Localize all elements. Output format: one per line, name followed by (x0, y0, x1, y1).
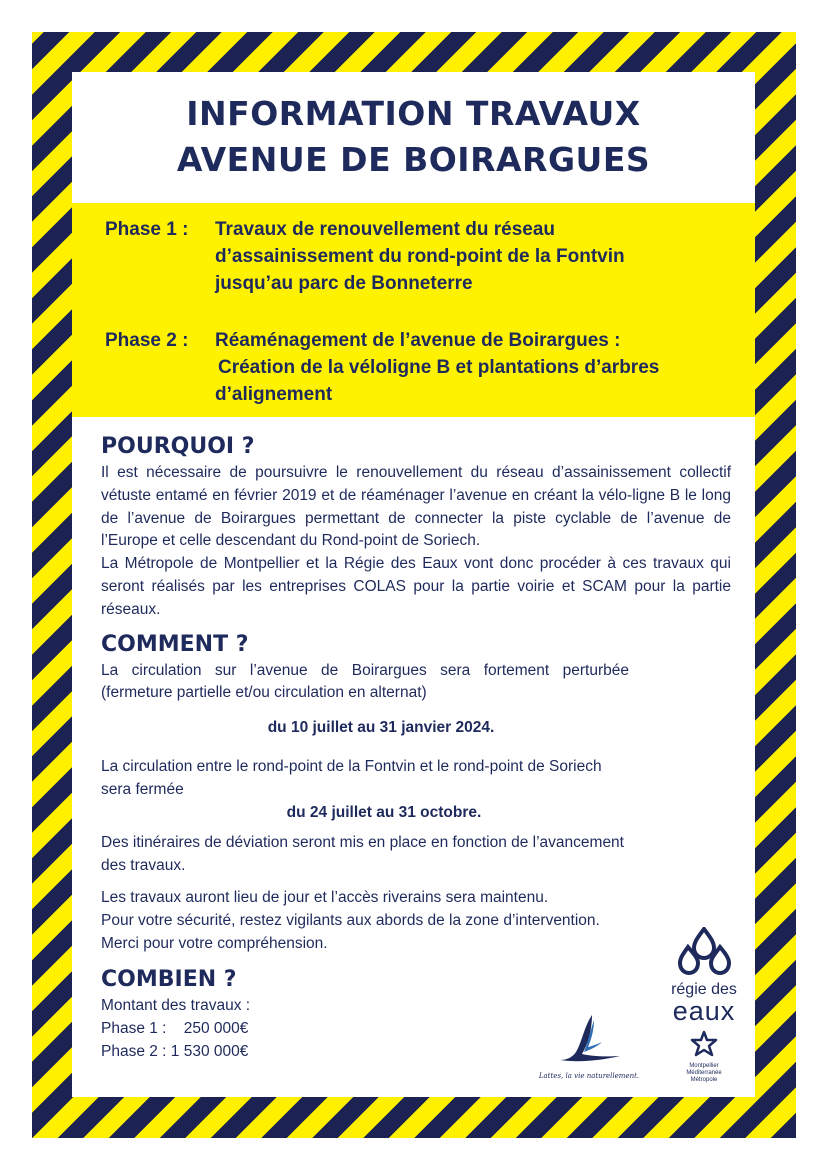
pourquoi-paragraph-1: Il est nécessaire de poursuivre le renouvellement du réseau d’assainissement collectif vétuste entamé en février 2019 et de réaménager l’avenue en créant la vélo-ligne B le long de l’avenue de Boirargues permettant de connecter la piste cyclable de l’avenue de l’Europe et celle descendant du Rond-point de Soriech. (101, 464, 731, 550)
phase-1-label: Phase 1 : (105, 219, 189, 240)
pourquoi-paragraph-2: La Métropole de Montpellier et la Régie des Eaux vont donc procéder à ces travaux qui seront réalisés par les entreprises COLAS pour la partie voirie et SCAM pour la partie réseaux. (101, 555, 731, 618)
phase-2-line-3: d’alignement (215, 384, 333, 405)
comment-paragraph-1: La circulation sur l’avenue de Boirargues sera fortement perturbée (fermeture partielle et/ou circulation en alternat) (101, 661, 629, 702)
metropole-star-icon (689, 1030, 719, 1058)
montpellier-line-2: Méditerranée (686, 1070, 722, 1076)
lattes-slogan: Lattes, la vie naturellement. (538, 1072, 640, 1080)
montpellier-line-3: Métropole (690, 1077, 718, 1083)
water-drops-icon (674, 927, 734, 977)
comment-paragraph-2-line-1: La circulation entre le rond-point de la Fontvin et le rond-point de Soriech (101, 757, 602, 775)
lattes-emblem-icon (554, 1012, 624, 1067)
phase-1-line-1: Travaux de renouvellement du réseau (215, 219, 556, 240)
comment-date-1: du 10 juillet au 31 janvier 2024. (267, 719, 495, 737)
phases-banner (72, 203, 755, 417)
comment-paragraph-4-line-3: Merci pour votre compréhension. (101, 934, 328, 952)
comment-paragraph-3-line-1: Des itinéraires de déviation seront mis en place en fonction de l’avancement (101, 834, 624, 852)
phase-1-line-2: d’assainissement du rond-point de la Fontvin (215, 246, 625, 267)
notice-panel (72, 72, 755, 1097)
phase-2-line-2: Création de la véloligne B et plantations d’arbres (218, 357, 660, 378)
regie-line-2: eaux (672, 996, 736, 1026)
comment-paragraph-4-line-2: Pour votre sécurité, restez vigilants aux abords de la zone d’intervention. (101, 911, 600, 929)
combien-heading: COMBIEN ? (101, 967, 237, 993)
pourquoi-heading: POURQUOI ? (101, 434, 255, 459)
phase-1-line-3: jusqu’au parc de Bonneterre (215, 273, 473, 294)
title-block (72, 72, 755, 202)
phase-1-text (215, 216, 735, 297)
comment-date-2: du 24 juillet au 31 octobre. (286, 803, 482, 821)
comment-heading: COMMENT ? (101, 631, 249, 657)
combien-line-2: Phase 1 : 250 000€ (101, 1020, 249, 1038)
montpellier-line-1: Montpellier (689, 1063, 719, 1069)
regie-des-eaux-logo (664, 927, 744, 1097)
title-line-1: INFORMATION TRAVAUX (186, 94, 641, 133)
lattes-logo (534, 1012, 644, 1082)
combien-line-1: Montant des travaux : (101, 997, 251, 1015)
phase-2-text (215, 327, 735, 408)
title-line-2: AVENUE DE BOIRARGUES (176, 140, 651, 179)
combien-line-3: Phase 2 : 1 530 000€ (101, 1042, 249, 1060)
regie-line-1: régie des (671, 981, 737, 998)
body-content (101, 432, 731, 1064)
comment-paragraph-4-line-1: Les travaux auront lieu de jour et l’accès riverains sera maintenu. (101, 888, 549, 906)
comment-paragraph-2-line-2: sera fermée (101, 780, 184, 798)
comment-paragraph-3-line-2: des travaux. (101, 857, 186, 875)
phase-2-label: Phase 2 : (105, 330, 189, 351)
phase-2-line-1: Réaménagement de l’avenue de Boirargues : (215, 330, 621, 351)
